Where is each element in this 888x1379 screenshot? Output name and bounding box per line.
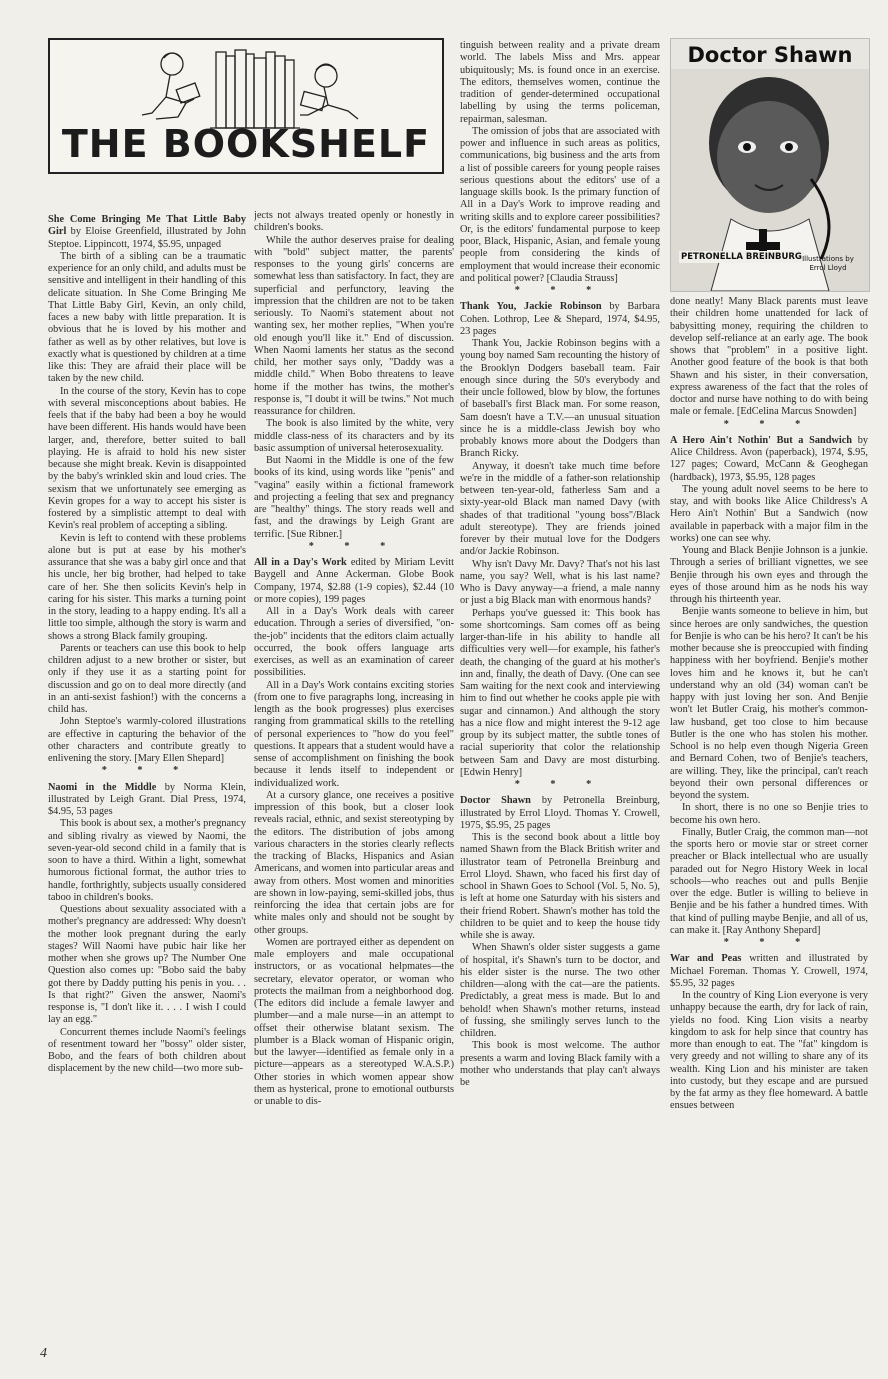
section-divider: * * * (723, 418, 815, 430)
paragraph: When Shawn's older sister suggests a game of hospital, it's Shawn's turn to be doctor, and his elder sister is the nurse. The two other children—along with the cat—are the patients. Predictably, a great mess is made. But lo and behold! when Shawn's mother returns, instead of fussing, she smilingly serves lunch to the children. (460, 942, 660, 1039)
paragraph: All in a Day's Work deals with career education. Through a series of diversified, "on-the-job" incidents that the editors claim actually occurred, the book offers language arts exercises, as well as an examination of career possibilities. (254, 606, 454, 679)
review-heading (48, 782, 246, 819)
paragraph: done neatly! Many Black parents must leave their children home unattended for lack of babysitting money, requiring the children to develop self-reliance at an early age. The book shows that "problem" in a positive light. Another good feature of the book is that both Shawn and his sister, in their conversation, express awareness of the fact that the roles of doctor and nurse have nothing to do with being male or female. [EdCelina Marcus Snowden] (670, 296, 868, 418)
section-divider: * * * (723, 937, 815, 948)
section-divider: * * * (514, 285, 606, 296)
page-number: 4 (40, 1346, 47, 1361)
paragraph: Questions about sexuality associated with a mother's pregnancy are addressed: Why doesn't the mother look pregnant during the early stages? Will Naomi have pubic hair like her mother when she grows up? The Number One Question also comes up: "Bobo said the baby got there by Daddy putting his penis in you. . . Is that right?" Given the answer, Naomi's response is, "I don't like it. . . . I wish I could lay an egg." (48, 904, 246, 1026)
column-1 (48, 210, 246, 1300)
review-title: Doctor Shawn (460, 795, 531, 807)
paragraph: jects not always treated openly or honestly in children's books. (254, 210, 454, 234)
paragraph: This book is about sex, a mother's pregnancy and sibling rivalry as viewed by Naomi, the seven-year-old second child in a family that is soon to have a third. Within a light, somewhat humorous fictional format, the author tries to handle, forthrightly, subjects usually considered taboo in children's books. (48, 818, 246, 903)
column-3 (460, 40, 660, 1300)
paragraph: Benjie wants someone to believe in him, but since heroes are only sandwiches, the question for Benjie is who can be his hero? It can't be his mother because she is preoccupied with finding happiness with her boyfriend. Benjie's mother loves him and he knows it, but he can't understand why an old (34) woman can't be happy with just loving her son. And Benjie won't let Butler Craig, his mother's common-law husband, get too close to him because Butler is the one who has stolen his mother. School is no help even though Nigeria Green and Bernard Cohen, two of Benjie's teachers, are willing. They, like the principal, can't reach beyond their own personal differences or beyond the system. (670, 606, 868, 801)
paragraph: Women are portrayed either as dependent on male employers and male occupational instructors, or as vocational helpmates—the secretary, elevator operator, or woman who protects the mailman from a neighborhood dog. (The editors did include a female lawyer and plumber—and a male nurse—in an attempt to offset their otherwise blatant sexism. The plumber is a Black woman of Hispanic origin, but the lawyer—identified as female only in a picture—appears as a stereotyped W.A.S.P.) Other stories in which women appear show them as hysterical, prone to emotional outbursts or unable to dis- (254, 936, 454, 1107)
review-meta: by Norma Klein, illustrated by Leigh Grant. Dial Press, 1974, $4.95, 53 pages (48, 781, 246, 817)
review-heading (48, 214, 246, 251)
paragraph: But Naomi in the Middle is one of the few books of its kind, using words like "penis" and "vagina" easily within a fictional framework and projecting a feeling that sex and pregnancy are "healthy" things. The story reads well and fast, and the drawings by Leigh Grant are terrific. [Sue Ribner.] (254, 455, 454, 540)
cover-illustrator: Illustrations by Errol Lloyd (802, 255, 854, 272)
review-heading (460, 795, 660, 832)
doctor-shawn-cover (670, 38, 870, 292)
paragraph: Kevin is left to contend with these problems alone but is put at ease by his mother's assurance that she was a baby girl once and that his uncle, her big brother, had helped to take care of her. She then solicits Kevin's help in caring for his sister. This marks a turning point in the story, leading to a happy ending. It's all a little too simple, although the story is warm and shows a strong Black family grouping. (48, 532, 246, 642)
review-title: Thank You, Jackie Robinson (460, 301, 602, 313)
paragraph: The young adult novel seems to be here to stay, and with books like Alice Childress's A Hero Ain't Nothin' But a Sandwich (now available in paperback with a major film in the works) one can see why. (670, 483, 868, 544)
section-divider: * * * (514, 779, 606, 790)
review-heading (670, 953, 868, 990)
cover-title: Doctor Shawn (687, 43, 853, 67)
paragraph: Finally, Butler Craig, the common man—not the sports hero or movie star or street corner preacher or Black intellectual who are usually paraded out for Negro History Week in local schools—who reaches out and pulls Benjie over the edge. Butler is willing to believe in Benjie and be his father a hundred times. With that kind of pulling maybe Benjie, and all of us, can make it. [Ray Anthony Shepard] (670, 826, 868, 936)
paragraph: Thank You, Jackie Robinson begins with a young boy named Sam recounting the history of the Brooklyn Dodgers baseball team. Fair enough since during the 50's everybody and their uncle followed, blow by blow, the fortunes of baseball's first Black man. For some reason, Sam doesn't have a T.V.—an unusual situation since he is a middle-class Jewish boy who probably knows more about the Dodgers than Branch Ricky. (460, 338, 660, 460)
review-heading (670, 435, 868, 484)
paragraph: While the author deserves praise for dealing with "bold" subject matter, the parents' responses to the young girls' concerns are somewhat less than satisfactory. In fact, they are superficial and perfunctory, leaving the impression that the children are not to be taken seriously. To Naomi's statement about not wanting sex, her mother replies, "When you're old enough you'll like it." End of discussion. When Naomi laments her status as the second child, her mother says only, "Daddy was a middle child." When Bobo threatens to leave home if the mother has twins, the mother's response is, "I doubt it will be twins." Not much reassurance for children. (254, 234, 454, 417)
paragraph: All in a Day's Work contains exciting stories (from one to five paragraphs long, increasing in length as the book progresses) plus exercises ranging from grammatical skills to the retelling of personal experiences to "how do you feel" questions. It appears that a student would have a sense of accomplishment on finishing the book because it lends itself to independent or individualized work. (254, 679, 454, 789)
review-meta: edited by Miriam Levitt Baygell and Anne Ackerman. Globe Book Company, 1974, $2.88 (1-9 copies), $2.44 (10 or more copies), 199 pages (254, 557, 454, 605)
review-title: War and Peas (670, 953, 742, 965)
paragraph: In the course of the story, Kevin has to cope with several misconceptions about babies. He feels that if the baby had been a boy he would have been different. His hands would have been larger, and, therefore, better suited to ball playing. He is afraid to hold his new sister because she might break. Kevin is disappointed by the baby's wrinkled skin and loud cries. The sexism that we unfortunately see emerging as Kevin gropes for a way to accept his sister is fostered by a simplistic attempt to deal with Kevin's real problem of accepting a sibling. (48, 385, 246, 532)
review-meta: written and illustrated by Michael Foreman. Thomas Y. Crowell, 1974, $5.95, 32 pages (670, 953, 868, 989)
paragraph: Young and Black Benjie Johnson is a junkie. Through a series of brilliant vignettes, we see Benjie through his own eyes and through the eyes of those around him as he nods his way through his thirteenth year. (670, 545, 868, 605)
column-4 (670, 296, 868, 1300)
section-divider: * * * (101, 765, 193, 777)
paragraph: The book is also limited by the white, very middle class-ness of its characters and by its basic assumption of universal heterosexuality. (254, 418, 454, 454)
paragraph: Parents or teachers can use this book to help children adjust to a new brother or sister, but only if they use it as a starting point for discussion and go on to deal more directly (and in an anti-sexist fashion!) with the concerns a child has. (48, 642, 246, 715)
paragraph: Concurrent themes include Naomi's feelings of resentment toward her "bossy" older sister, Bobo, and the fears of both children about displacement by the new child—two more sub- (48, 1026, 246, 1075)
review-meta: by Petronella Breinburg, illustrated by Errol Lloyd. Thomas Y. Crowell, 1975, $5.95, 25 pages (460, 795, 660, 831)
review-meta: by Alice Childress. Avon (paperback), 1974, $.95, 127 pages; Coward, McCann & Geoghegan (hardback), 1973, $5.95, 128 pages (670, 434, 868, 483)
review-title: A Hero Ain't Nothin' But a Sandwich (670, 434, 853, 446)
paragraph: The omission of jobs that are associated with power and influence in such areas as politics, communications, big business and the arts from a list of possible careers for young people raises serious questions about the editors' use of a language skills book. Is the primary function of All in a Day's Work to improve reading and writing skills and to explore career possibilities? Or, is the editors' fundamental purpose to keep poor, Black, Hispanic, Asian, and female young people from considering the kinds of employment that would increase their economic and political power? [Claudia Strauss] (460, 125, 660, 284)
banner-title: THE BOOKSHELF (61, 122, 431, 166)
paragraph: John Steptoe's warmly-colored illustrations are effective in capturing the behavior of the other characters and contribute greatly to enlivening the story. [Mary Ellen Shepard] (48, 716, 246, 764)
review-meta: by Barbara Cohen. Lothrop, Lee & Shepard, 1974, $4.95, 23 pages (460, 301, 660, 337)
paragraph: In the country of King Lion everyone is very unhappy because the earth, dry for lack of rain, yields no food. King Lion visits a nearby kingdom to ask for help since that country has more than enough to eat. The "fat" kingdom is very greedy and not willing to share any of its wealth. King Lion and his minister are taken into custody, but they escape and are pursued by the fat army as they flee homeward. A battle ensues between (670, 990, 868, 1112)
review-title: All in a Day's Work (254, 557, 347, 568)
review-title: Naomi in the Middle (48, 781, 157, 793)
paragraph: Perhaps you've guessed it: This book has some shortcomings. Sam comes off as being larger-than-life in his ability to handle all difficulties very well—for example, his father's death, the changing of the guard at his mother's inn and, finally, the death of Davy. (One can see Sam waiting for the next cook and interviewing him to find out whether he cooks apple pie with sugar and cinnamon.) And although the story has a nice flow and might interest the 9-12 age group by its subject matter, the subtle tones of racial superiority that color the relationship between Sam and Davy are most disturbing. [Edwin Henry] (460, 607, 660, 778)
section-divider: * * * (308, 540, 400, 552)
review-heading (460, 301, 660, 338)
paragraph: Why isn't Davy Mr. Davy? That's not his last name, you say? Well, what is his last name? Who is Davy anyway—a friend, a male nanny or just a big Black man with enormous hands? (460, 558, 660, 607)
bookshelf-banner (48, 38, 444, 174)
paragraph: At a cursory glance, one receives a positive impression of this book, but a closer look reveals racial, ethnic, and sexist stereotyping by the editors. The distribution of jobs among various characters in the stories clearly reflects the tracking of Blacks, Hispanics and Asian Americans, and women into particular areas and away from others. Most women and minorities are shown in low-paying, semi-skilled jobs, thus reinforcing the idea that certain jobs are for white males only and should not be sought by other groups. (254, 789, 454, 936)
review-title: She Come Bringing Me That Little Baby Girl (48, 214, 246, 238)
review-heading (254, 557, 454, 606)
paragraph: The birth of a sibling can be a traumatic experience for an only child, and adults must be sensitive and intelligent in their handling of this delicate situation. In She Come Bringing Me That Little Baby Girl, Kevin, an only child, faces a new baby with little preparation. It is obvious that he is loved by his mother and father as well as by other relatives, but love is exactly what is questioned by children at a time like this: They are afraid their place will be taken by the new child. (48, 250, 246, 385)
paragraph: This is the second book about a little boy named Shawn from the Black British writer and illustrator team of Petronella Breinburg and Errol Lloyd. Shawn, who faced his first day of school in Shawn Goes to School (Vol. 5, No. 5), is left at home one Saturday with his sisters and their friend Robert. Shawn's mother has told the children to be quiet and to keep the house tidy while she is away. (460, 832, 660, 941)
cover-author: PETRONELLA BREINBURG (681, 252, 802, 262)
paragraph: tinguish between reality and a private dream world. The labels Miss and Mrs. appear ubiquitously; Ms. is found once in an exercise. The editors, themselves women, continue the tradition of gender-determined occupational labelling by using the terms policeman, repairman, salesman. (460, 40, 660, 125)
paragraph: In short, there is no one so Benjie tries to become his own hero. (670, 802, 868, 826)
paragraph: Anyway, it doesn't take much time before we're in the middle of a father-son relationship between ten-year-old, fatherless Sam and a sixty-year-old Black man named Davy (with shades of that traditional "young boss"/Black adult stereotype). They are friends joined forever by their mutual love for the Dodgers and/or Jackie Robinson. (460, 460, 660, 558)
paragraph: This book is most welcome. The author presents a warm and loving Black family with a mother who understands that play can't always be (460, 1040, 660, 1088)
review-meta: by Eloise Greenfield, illustrated by John Steptoe. Lippincott, 1974, $5.95, unpaged (48, 226, 246, 250)
column-2 (254, 210, 454, 1300)
